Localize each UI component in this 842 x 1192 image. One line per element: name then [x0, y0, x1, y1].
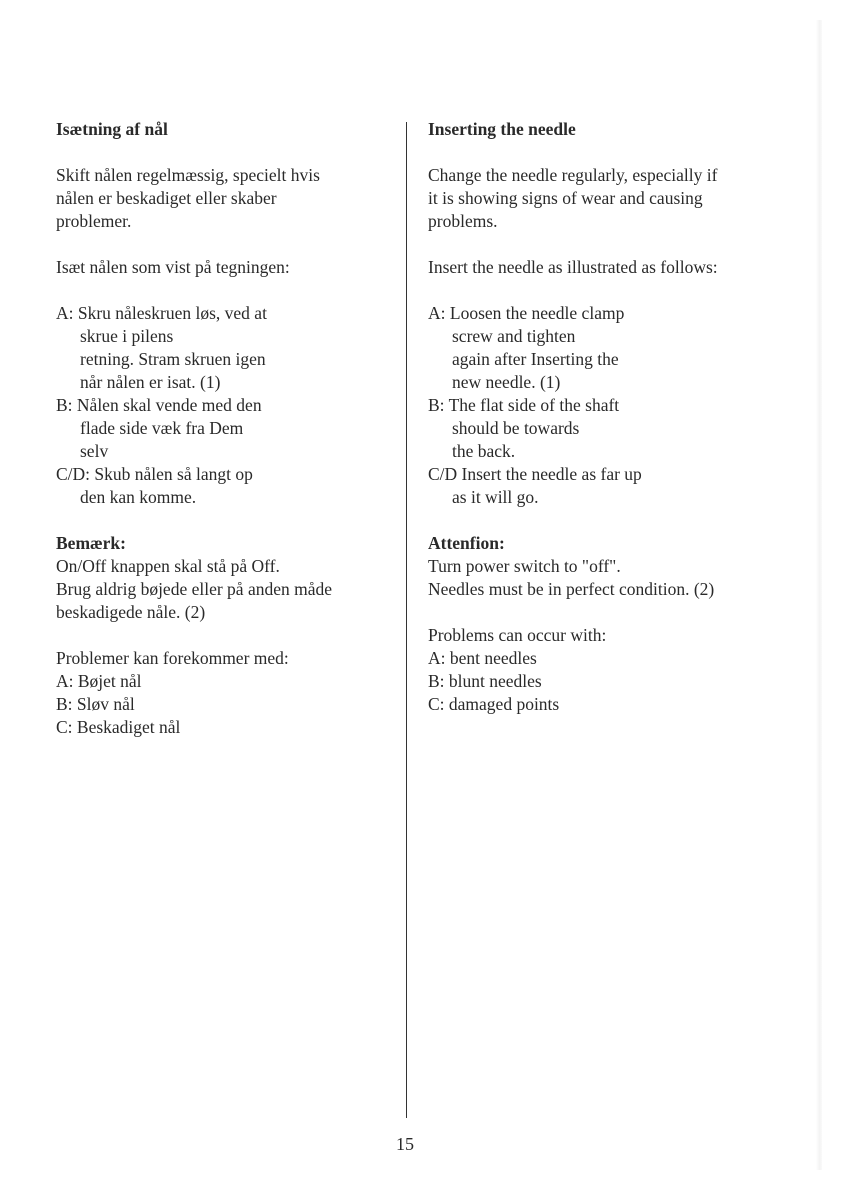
problem-item: C: damaged points	[428, 694, 560, 714]
section-title: Inserting the needle	[428, 119, 576, 139]
instruction-text: Insert the needle as illustrated as follows:	[428, 257, 718, 277]
note-line: Turn power switch to "off".	[428, 556, 621, 576]
step-line: retning. Stram skruen igen	[80, 349, 266, 369]
problem-item: A: bent needles	[428, 648, 537, 668]
intro-line: Change the needle regularly, especially if	[428, 165, 718, 185]
page-edge-shadow	[816, 20, 822, 1170]
step-label: C/D: Skub nålen så langt op	[56, 464, 253, 484]
problem-item: B: Sløv nål	[56, 694, 135, 714]
intro-line: it is showing signs of wear and causing	[428, 188, 703, 208]
step-list	[428, 302, 778, 509]
problems-title: Problems can occur with:	[428, 625, 607, 645]
note-text	[56, 555, 386, 624]
problem-item: C: Beskadiget nål	[56, 717, 181, 737]
intro-line: problemer.	[56, 211, 132, 231]
step-label: B: Nålen skal vende med den	[56, 395, 262, 415]
step-line: new needle. (1)	[452, 372, 561, 392]
problems-list	[56, 670, 386, 739]
intro-line: problems.	[428, 211, 498, 231]
step-label: B: The flat side of the shaft	[428, 395, 620, 415]
step-line: når nålen er isat. (1)	[80, 372, 221, 392]
step-item	[428, 463, 778, 509]
step-item	[56, 463, 386, 509]
problem-item: B: blunt needles	[428, 671, 542, 691]
problems-title: Problemer kan forekommer med:	[56, 648, 289, 668]
step-line: skrue i pilens	[80, 326, 174, 346]
intro-paragraph	[56, 164, 386, 233]
step-line: selv	[80, 441, 109, 461]
instruction-text: Isæt nålen som vist på tegningen:	[56, 257, 290, 277]
step-line: flade side væk fra Dem	[80, 418, 244, 438]
step-label: A: Skru nåleskruen løs, ved at	[56, 303, 267, 323]
step-line: again after Inserting the	[452, 349, 619, 369]
step-item	[56, 394, 386, 463]
problems-list	[428, 647, 778, 716]
step-item	[56, 302, 386, 394]
intro-paragraph	[428, 164, 778, 233]
step-line: screw and tighten	[452, 326, 576, 346]
note-title: Bemærk:	[56, 533, 126, 553]
page-number: 15	[396, 1134, 414, 1154]
step-line: den kan komme.	[80, 487, 197, 507]
note-line: beskadigede nåle. (2)	[56, 602, 206, 622]
step-list	[56, 302, 386, 509]
section-title: Isætning af nål	[56, 119, 168, 139]
english-column	[428, 118, 778, 716]
note-line: On/Off knappen skal stå på Off.	[56, 556, 280, 576]
note-text	[428, 555, 778, 601]
step-line: should be towards	[452, 418, 580, 438]
step-label: C/D Insert the needle as far up	[428, 464, 642, 484]
problem-item: A: Bøjet nål	[56, 671, 142, 691]
step-line: the back.	[452, 441, 516, 461]
intro-line: nålen er beskadiget eller skaber	[56, 188, 277, 208]
note-title: Attenfion:	[428, 533, 505, 553]
step-item	[428, 302, 778, 394]
step-item	[428, 394, 778, 463]
note-line: Needles must be in perfect condition. (2)	[428, 579, 715, 599]
intro-line: Skift nålen regelmæssig, specielt hvis	[56, 165, 320, 185]
note-line: Brug aldrig bøjede eller på anden måde	[56, 579, 333, 599]
step-label: A: Loosen the needle clamp	[428, 303, 625, 323]
danish-column	[56, 118, 386, 739]
column-divider	[406, 122, 407, 1118]
step-line: as it will go.	[452, 487, 539, 507]
